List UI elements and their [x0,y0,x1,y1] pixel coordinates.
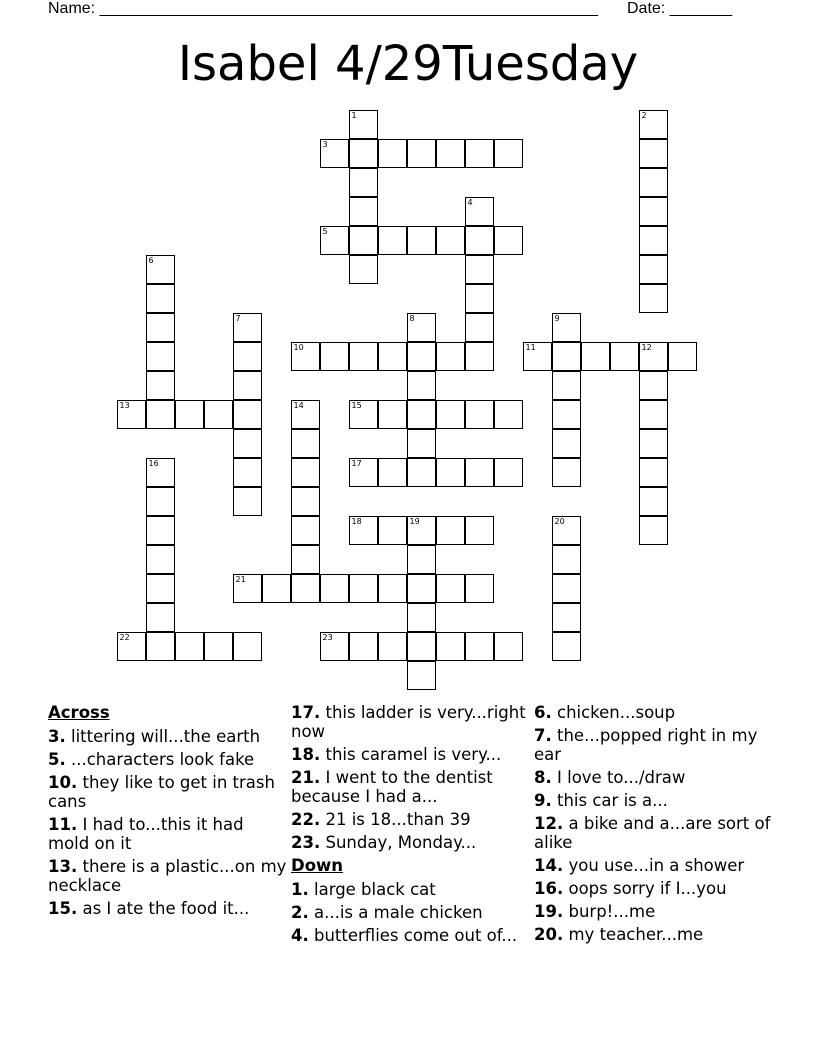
grid-cell[interactable] [349,139,378,168]
grid-cell[interactable] [465,516,494,545]
grid-cell[interactable] [465,139,494,168]
grid-cell[interactable] [494,632,523,661]
grid-cell[interactable] [465,226,494,255]
cell-number: 3 [322,139,328,149]
grid-cell[interactable] [523,342,552,371]
grid-cell[interactable] [436,574,465,603]
name-field-label: Name: ________________________________________________________ [48,0,598,17]
grid-cell[interactable] [639,197,668,226]
grid-cell[interactable] [407,371,436,400]
cell-number: 20 [554,516,565,526]
clue-across-5: 5. ...characters look fake [48,750,255,769]
grid-cell[interactable] [552,632,581,661]
grid-cell[interactable] [320,226,349,255]
grid-cell[interactable] [407,574,436,603]
grid-cell[interactable] [581,342,610,371]
cell-number: 12 [641,342,652,352]
grid-cell[interactable] [407,545,436,574]
grid-cell[interactable] [407,342,436,371]
grid-cell[interactable] [320,342,349,371]
clue-across-21: 21. I went to the dentist because I had a... [291,768,493,806]
clue-down-12: 12. a bike and a...are sort of alike [534,814,771,852]
cell-number: 10 [293,342,304,352]
grid-cell[interactable] [349,516,378,545]
grid-cell[interactable] [378,342,407,371]
grid-cell[interactable] [436,400,465,429]
grid-cell[interactable] [552,545,581,574]
grid-cell[interactable] [146,632,175,661]
grid-cell[interactable] [407,661,436,690]
grid-cell[interactable] [291,458,320,487]
cell-number: 6 [148,255,154,265]
grid-cell[interactable] [233,313,262,342]
grid-cell[interactable] [349,400,378,429]
grid-cell[interactable] [146,342,175,371]
clue-down-14: 14. you use...in a shower [534,856,745,875]
grid-cell[interactable] [378,574,407,603]
grid-cell[interactable] [320,139,349,168]
grid-cell[interactable] [436,342,465,371]
grid-cell[interactable] [349,632,378,661]
grid-cell[interactable] [291,342,320,371]
grid-cell[interactable] [639,429,668,458]
grid-cell[interactable] [349,226,378,255]
grid-cell[interactable] [465,574,494,603]
grid-cell[interactable] [639,110,668,139]
grid-cell[interactable] [378,516,407,545]
grid-cell[interactable] [146,255,175,284]
grid-cell[interactable] [639,168,668,197]
grid-cell[interactable] [291,516,320,545]
grid-cell[interactable] [639,458,668,487]
cell-number: 1 [351,110,357,120]
grid-cell[interactable] [146,516,175,545]
clue-across-10: 10. they like to get in trash cans [48,773,275,811]
grid-cell[interactable] [378,226,407,255]
clue-down-16: 16. oops sorry if I...you [534,879,727,898]
grid-cell[interactable] [639,139,668,168]
grid-cell[interactable] [552,429,581,458]
grid-cell[interactable] [610,342,639,371]
date-field-label: Date: _______ [627,0,732,17]
grid-cell[interactable] [436,139,465,168]
grid-cell[interactable] [291,400,320,429]
grid-cell[interactable] [349,197,378,226]
grid-cell[interactable] [407,429,436,458]
cell-number: 23 [322,632,333,642]
cell-number: 5 [322,226,328,236]
grid-cell[interactable] [465,284,494,313]
grid-cell[interactable] [407,226,436,255]
grid-cell[interactable] [436,458,465,487]
grid-cell[interactable] [146,487,175,516]
grid-cell[interactable] [204,632,233,661]
cell-number: 16 [148,458,159,468]
grid-cell[interactable] [146,313,175,342]
across-heading: Across [48,703,110,722]
grid-cell[interactable] [552,313,581,342]
grid-cell[interactable] [262,574,291,603]
grid-cell[interactable] [146,545,175,574]
grid-cell[interactable] [407,516,436,545]
cell-number: 15 [351,400,362,410]
grid-cell[interactable] [639,255,668,284]
grid-cell[interactable] [552,458,581,487]
grid-cell[interactable] [349,110,378,139]
cell-number: 22 [119,632,130,642]
clue-down-8: 8. I love to.../draw [534,768,686,787]
grid-cell[interactable] [233,574,262,603]
grid-cell[interactable] [494,458,523,487]
grid-cell[interactable] [291,429,320,458]
grid-cell[interactable] [378,139,407,168]
grid-cell[interactable] [639,371,668,400]
clue-down-2: 2. a...is a male chicken [291,903,483,922]
grid-cell[interactable] [407,632,436,661]
grid-cell[interactable] [233,400,262,429]
grid-cell[interactable] [175,400,204,429]
clue-down-1: 1. large black cat [291,880,436,899]
cell-number: 2 [641,110,647,120]
grid-cell[interactable] [175,632,204,661]
grid-cell[interactable] [407,400,436,429]
clue-across-23: 23. Sunday, Monday... [291,833,477,852]
grid-cell[interactable] [639,400,668,429]
grid-cell[interactable] [349,255,378,284]
clue-down-19: 19. burp!...me [534,902,656,921]
down-heading: Down [291,856,344,875]
clue-across-15: 15. as I ate the food it... [48,899,250,918]
cell-number: 11 [525,342,536,352]
grid-cell[interactable] [552,574,581,603]
grid-cell[interactable] [233,487,262,516]
grid-cell[interactable] [494,139,523,168]
grid-cell[interactable] [146,400,175,429]
grid-cell[interactable] [552,342,581,371]
grid-cell[interactable] [233,371,262,400]
grid-cell[interactable] [494,400,523,429]
grid-cell[interactable] [668,342,697,371]
grid-cell[interactable] [204,400,233,429]
cell-number: 9 [554,313,560,323]
clue-across-22: 22. 21 is 18...than 39 [291,810,471,829]
grid-cell[interactable] [639,342,668,371]
grid-cell[interactable] [407,313,436,342]
grid-cell[interactable] [233,458,262,487]
cell-number: 4 [467,197,473,207]
grid-cell[interactable] [146,603,175,632]
clue-down-7: 7. the...popped right in my ear [534,726,758,764]
cell-number: 7 [235,313,241,323]
grid-cell[interactable] [639,487,668,516]
grid-cell[interactable] [465,255,494,284]
grid-cell[interactable] [552,400,581,429]
grid-cell[interactable] [465,400,494,429]
grid-cell[interactable] [552,371,581,400]
grid-cell[interactable] [117,400,146,429]
grid-cell[interactable] [349,574,378,603]
grid-cell[interactable] [320,632,349,661]
clue-down-4: 4. butterflies come out of... [291,926,518,945]
cell-number: 21 [235,574,246,584]
grid-cell[interactable] [291,545,320,574]
cell-number: 19 [409,516,420,526]
grid-cell[interactable] [465,632,494,661]
grid-cell[interactable] [639,284,668,313]
grid-cell[interactable] [146,458,175,487]
grid-cell[interactable] [233,429,262,458]
grid-cell[interactable] [552,516,581,545]
grid-cell[interactable] [117,632,146,661]
grid-cell[interactable] [407,139,436,168]
clue-across-18: 18. this caramel is very... [291,745,502,764]
cell-number: 17 [351,458,362,468]
cell-number: 18 [351,516,362,526]
grid-cell[interactable] [233,632,262,661]
clue-column-3 [534,703,774,948]
clue-across-11: 11. I had to...this it had mold on it [48,815,244,853]
grid-cell[interactable] [146,371,175,400]
grid-cell[interactable] [436,226,465,255]
grid-cell[interactable] [320,574,349,603]
grid-cell[interactable] [378,632,407,661]
grid-cell[interactable] [639,516,668,545]
clue-across-17: 17. this ladder is very...right now [291,703,526,741]
clue-column-1 [48,703,288,922]
grid-cell[interactable] [407,458,436,487]
grid-cell[interactable] [378,458,407,487]
grid-cell[interactable] [349,168,378,197]
grid-cell[interactable] [349,342,378,371]
grid-cell[interactable] [465,313,494,342]
grid-cell[interactable] [233,342,262,371]
grid-cell[interactable] [436,632,465,661]
clue-down-6: 6. chicken...soup [534,703,676,722]
grid-cell[interactable] [146,284,175,313]
cell-number: 8 [409,313,415,323]
grid-cell[interactable] [407,603,436,632]
grid-cell[interactable] [146,574,175,603]
grid-cell[interactable] [291,574,320,603]
grid-cell[interactable] [465,342,494,371]
grid-cell[interactable] [291,487,320,516]
clue-across-13: 13. there is a plastic...on my necklace [48,857,287,895]
grid-cell[interactable] [465,197,494,226]
grid-cell[interactable] [436,516,465,545]
grid-cell[interactable] [465,458,494,487]
clue-across-3: 3. littering will...the earth [48,727,261,746]
clue-down-9: 9. this car is a... [534,791,668,810]
clue-column-2 [291,703,531,949]
grid-cell[interactable] [552,603,581,632]
clue-down-20: 20. my teacher...me [534,925,704,944]
cell-number: 13 [119,400,130,410]
page-title: Isabel 4/29Tuesday [177,36,639,92]
grid-cell[interactable] [494,226,523,255]
grid-cell[interactable] [639,226,668,255]
cell-number: 14 [293,400,304,410]
grid-cell[interactable] [378,400,407,429]
grid-cell[interactable] [349,458,378,487]
